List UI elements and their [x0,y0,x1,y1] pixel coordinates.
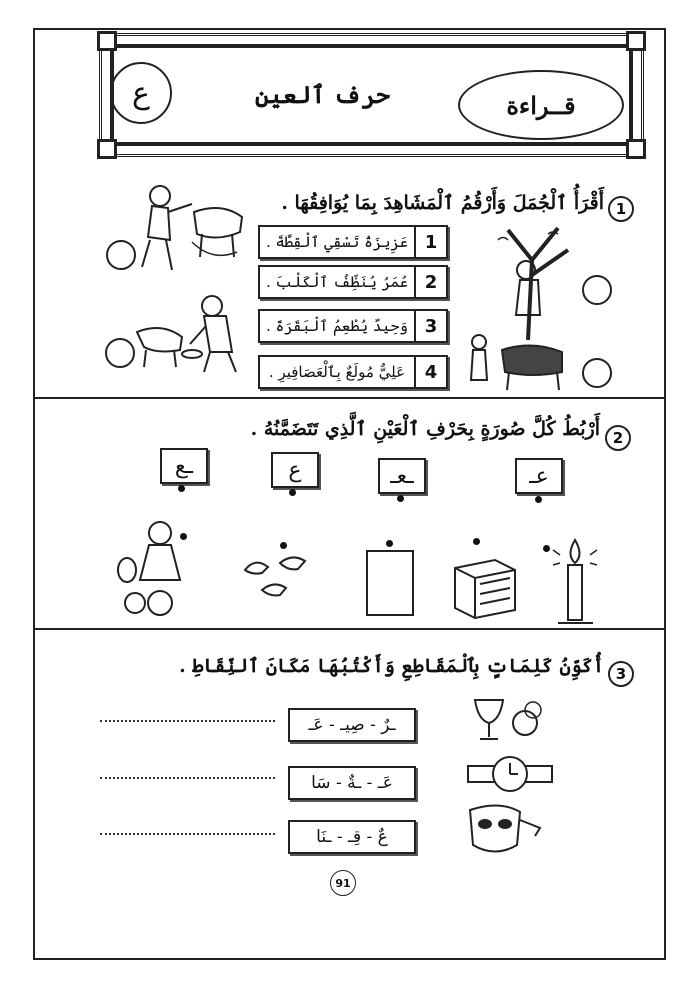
blank-picture-frame [366,550,414,616]
sentence-number: 2 [414,265,448,299]
frame-corner [97,31,117,51]
birds-picture [240,545,315,603]
connect-dot[interactable] [280,542,287,549]
lesson-type-oval: قــراءة [458,70,624,140]
hay-bale-picture [450,548,520,620]
exercise-1-number: 1 [608,196,634,222]
exercise-3-number: 3 [608,661,634,687]
letter-box-isolated: ع [271,452,319,488]
sentence-text: عَزِيزَةُ تَسْقِي ٱلْقِطَّةَ . [258,225,414,259]
answer-line[interactable] [100,720,275,722]
sentence-text: عَلِيٌّ مُولَعٌ بِٱلْعَصَافِيرِ . [258,355,414,389]
answer-line[interactable] [100,833,275,835]
sentence-row [258,225,448,259]
sentence-number: 1 [414,225,448,259]
letter-badge: ع [110,62,172,124]
exercise-1-instruction: أَقْرَأُ ٱلْجُمَلَ وَأَرْقُمُ ٱلْمَشَاهِدَ بِمَا يُوَافِقُهَا . [281,192,604,214]
boy-feeding-cat-picture [132,292,250,377]
doll-toys-picture [115,515,205,620]
sentence-text: وَحِيدٌ يُطْعِمُ ٱلْبَقَرَةَ . [258,309,414,343]
sentence-row [258,265,448,299]
frame-corner [626,139,646,159]
syllable-box: عٌ - قِـ - ـنَا [288,820,416,854]
letter-box-final: ـع [160,448,208,484]
mask-picture [465,800,547,860]
page-title: حرف ٱلعين [255,80,390,109]
exercise-2-number: 2 [605,425,631,451]
answer-line[interactable] [100,777,275,779]
letter-box-medial: ـعـ [378,458,426,494]
boy-in-tree-with-birds-picture [488,220,573,340]
sentence-text: عُمَرُ يُنَظِّفُ ٱلْكَلْبَ . [258,265,414,299]
connect-dot[interactable] [180,533,187,540]
frame-corner [97,139,117,159]
boy-washing-dog-picture [132,182,252,277]
answer-circle[interactable] [105,338,135,368]
connect-dot[interactable] [386,540,393,547]
answer-circle[interactable] [582,358,612,388]
sentence-number: 4 [414,355,448,389]
syllable-box: عَـ - ـةٌ - سَا [288,766,416,800]
exercise-2-instruction: أَرْبُطُ كُلَّ صُورَةٍ بِحَرْفِ ٱلْعَيْنِ ٱلَّذِي تَتَضَمَّنُهُ . [250,418,600,440]
sentence-row [258,355,448,389]
connect-dot[interactable] [178,485,185,492]
connect-dot[interactable] [397,495,404,502]
juice-glass-orange-picture [470,695,550,747]
letter-box-initial: عـ [515,458,563,494]
connect-dot[interactable] [535,496,542,503]
connect-dot[interactable] [543,545,550,552]
section-divider [33,397,666,399]
exercise-3-instruction: أُكَوِّنُ كَلِمَاتٍ بِٱلْمَقَاطِعِ وَأَكْتُبُهَا مَكَانَ ٱلنِّقَاطِ . [179,655,604,677]
section-divider [33,628,666,630]
connect-dot[interactable] [473,538,480,545]
candle-picture [548,535,603,630]
answer-circle[interactable] [582,275,612,305]
man-feeding-cow-picture [467,330,572,392]
wristwatch-picture [465,752,555,797]
frame-corner [626,31,646,51]
page-number: 91 [330,870,356,896]
syllable-box: ـرٌ - صِيـ - عَـ [288,708,416,742]
sentence-row [258,309,448,343]
connect-dot[interactable] [289,489,296,496]
sentence-number: 3 [414,309,448,343]
